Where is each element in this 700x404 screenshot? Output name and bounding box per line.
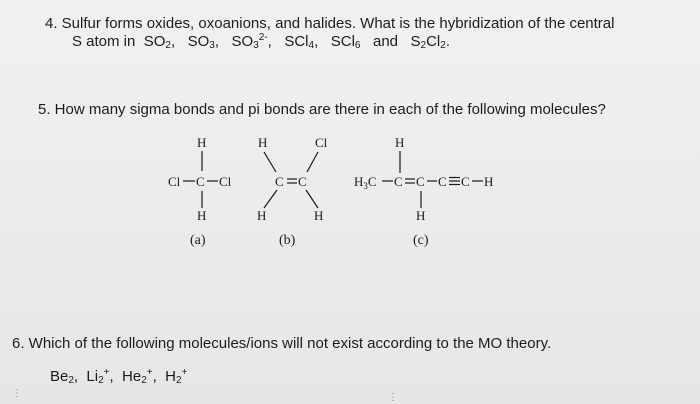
atom-cl-right: Cl bbox=[219, 174, 232, 189]
molecule-a bbox=[168, 135, 232, 248]
atom-c-left: C bbox=[275, 174, 284, 189]
atom-h-bottom: H bbox=[197, 208, 207, 223]
question-4-line-1: 4. Sulfur forms oxides, oxoanions, and halides. What is the hybridization of the central bbox=[45, 15, 615, 32]
atom-h-end: H bbox=[484, 174, 494, 189]
atom-c: C bbox=[196, 174, 205, 189]
atom-h3c: $H_3C$ bbox=[354, 174, 377, 191]
caption-b: (b) bbox=[279, 233, 296, 248]
smudge-mark-left: ⋮ bbox=[12, 388, 22, 399]
question-5: 5. How many sigma bonds and pi bonds are there in each of the following molecules? bbox=[38, 101, 606, 118]
q4-prefix: S atom in bbox=[72, 33, 136, 50]
atom-cl-left: Cl bbox=[168, 174, 181, 189]
atom-h-bottom-left: H bbox=[257, 208, 267, 223]
molecule-b bbox=[257, 135, 328, 248]
atom-h-top: H bbox=[197, 135, 207, 150]
atom-h-bottom: H bbox=[416, 208, 426, 223]
atom-cl-top-right: Cl bbox=[315, 135, 328, 150]
caption-a: (a) bbox=[190, 233, 206, 248]
atom-c3: C bbox=[438, 174, 447, 189]
question-4-line-2: S atom in $SO_2$, $SO_3$, $SO_3^{2-}$, SCl$_4$, SCl$_6$ and $S_2Cl_2$. bbox=[72, 32, 450, 51]
atom-c2: C bbox=[416, 174, 425, 189]
atom-h-top-left: H bbox=[258, 135, 268, 150]
question-6-species: $Be_2$, $Li_2^+$, $He_2^+$, $H_2^+$ bbox=[50, 367, 188, 386]
caption-c: (c) bbox=[413, 233, 429, 248]
atom-h-top: H bbox=[395, 135, 405, 150]
atom-h-bottom-right: H bbox=[314, 208, 324, 223]
atom-c-right: C bbox=[298, 174, 307, 189]
atom-c4: C bbox=[461, 174, 470, 189]
atom-c1: C bbox=[394, 174, 403, 189]
molecule-c bbox=[354, 135, 493, 248]
smudge-mark-center: ⋮ bbox=[388, 392, 398, 403]
question-6: 6. Which of the following molecules/ions will not exist according to the MO theory. bbox=[12, 335, 552, 352]
